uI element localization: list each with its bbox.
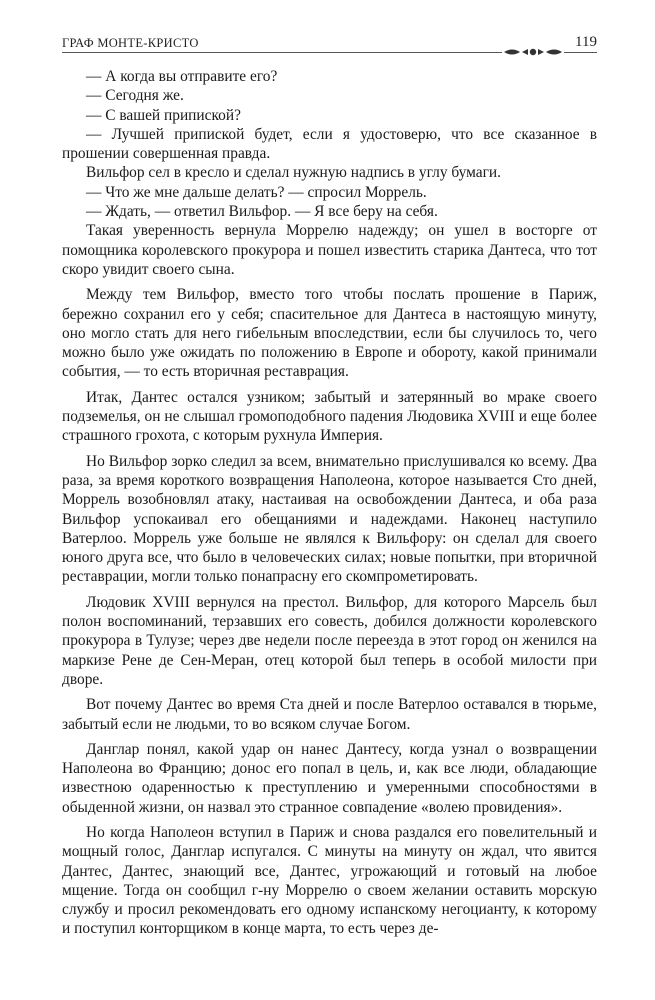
running-title: ГРАФ МОНТЕ-КРИСТО xyxy=(62,36,199,50)
paragraph: Итак, Дантес остался узником; забытый и затерянный во мраке своего подземелья, он не слышал громоподобного падения Людовика XVIII и еще более страшного грохота, с которым рухнула Империя. xyxy=(62,388,597,445)
flourish-ornament-icon xyxy=(502,45,564,59)
page-header xyxy=(62,34,597,56)
paragraph: — С вашей припиской? xyxy=(86,106,241,124)
body-text xyxy=(62,67,597,939)
paragraph: Но Вильфор зорко следил за всем, внимательно прислушивался ко всему. Два раза, за время короткого возвращения Наполеона, которое называется Сто дней, Моррель возобновлял атаку, настаивая на освобождении Дантеса, и оба раза Вильфор успокаивал его обещаниями и надеждами. Наконец наступило Ватерлоо. Моррель уже больше не являлся к Вильфору: он сделал для своего юного друга все, что было в человеческих силах; новые попытки, при вторичной реставрации, могли только понапрасну его скомпрометировать. xyxy=(62,452,597,586)
paragraph: — Ждать, — ответил Вильфор. — Я все беру на себя. xyxy=(86,203,438,221)
paragraph: — А когда вы отправите его? xyxy=(86,68,278,85)
paragraph: Данглар понял, какой удар он нанес Дантесу, когда узнал о возвращении Наполеона во Францию; донос его попал в цель, и, как все люди, обладающие известною одаренностью к преступлению и умеренными способностями в обыденной жизни, он назвал это странное совпадение «волею провидения». xyxy=(62,740,597,816)
paragraph: Вот почему Дантес во время Ста дней и после Ватерлоо оставался в тюрьме, забытый если не людьми, то во всяком случае Богом. xyxy=(62,696,597,733)
paragraph: Такая уверенность вернула Моррелю надежду; он ушел в восторге от помощника королевского прокурора и пошел известить старика Дантеса, что тот скоро увидит своего сына. xyxy=(62,222,597,278)
paragraph: — Лучшей припиской будет, если я удостоверю, что все сказанное в прошении совершенная правда. xyxy=(62,125,597,163)
paragraph: Вильфор сел в кресло и сделал нужную надпись в углу бумаги. xyxy=(86,164,501,182)
paragraph: Между тем Вильфор, вместо того чтобы послать прошение в Париж, бережно сохранил его у себя; спасительное для Дантеса в настоящую минуту, оно могло стать для него гибельным впоследствии, если бы случилось то, чего можно было уже ожидать по положению в Европе и обороту, какой принимали события, — то есть вторичная реставрация. xyxy=(62,286,597,381)
paragraph: — Сегодня же. xyxy=(86,87,184,105)
paragraph: — Что же мне дальше делать? — спросил Моррель. xyxy=(86,183,427,201)
page-number: 119 xyxy=(575,34,597,50)
paragraph: Но когда Наполеон вступил в Париж и снова раздался его повелительный и мощный голос, Данглар испугался. С минуты на минуту он ждал, что явится Дантес, Дантес, знающий все, Дантес, угрожающий и готовый на любое мщение. Тогда он сообщил г-ну Моррелю о своем желании оставить морскую службу и просил рекомендовать его одному испанскому негоцианту, к которому и поступил конторщиком в конце марта, то есть через де- xyxy=(62,823,597,938)
paragraph: Людовик XVIII вернулся на престол. Вильфор, для которого Марсель был полон воспоминаний, терзавших его совесть, добился должности королевского прокурора в Тулузе; через две недели после переезда в этот город он женился на маркизе Рене де Сен-Меран, отец которой был теперь в особой милости при дворе. xyxy=(62,593,597,688)
